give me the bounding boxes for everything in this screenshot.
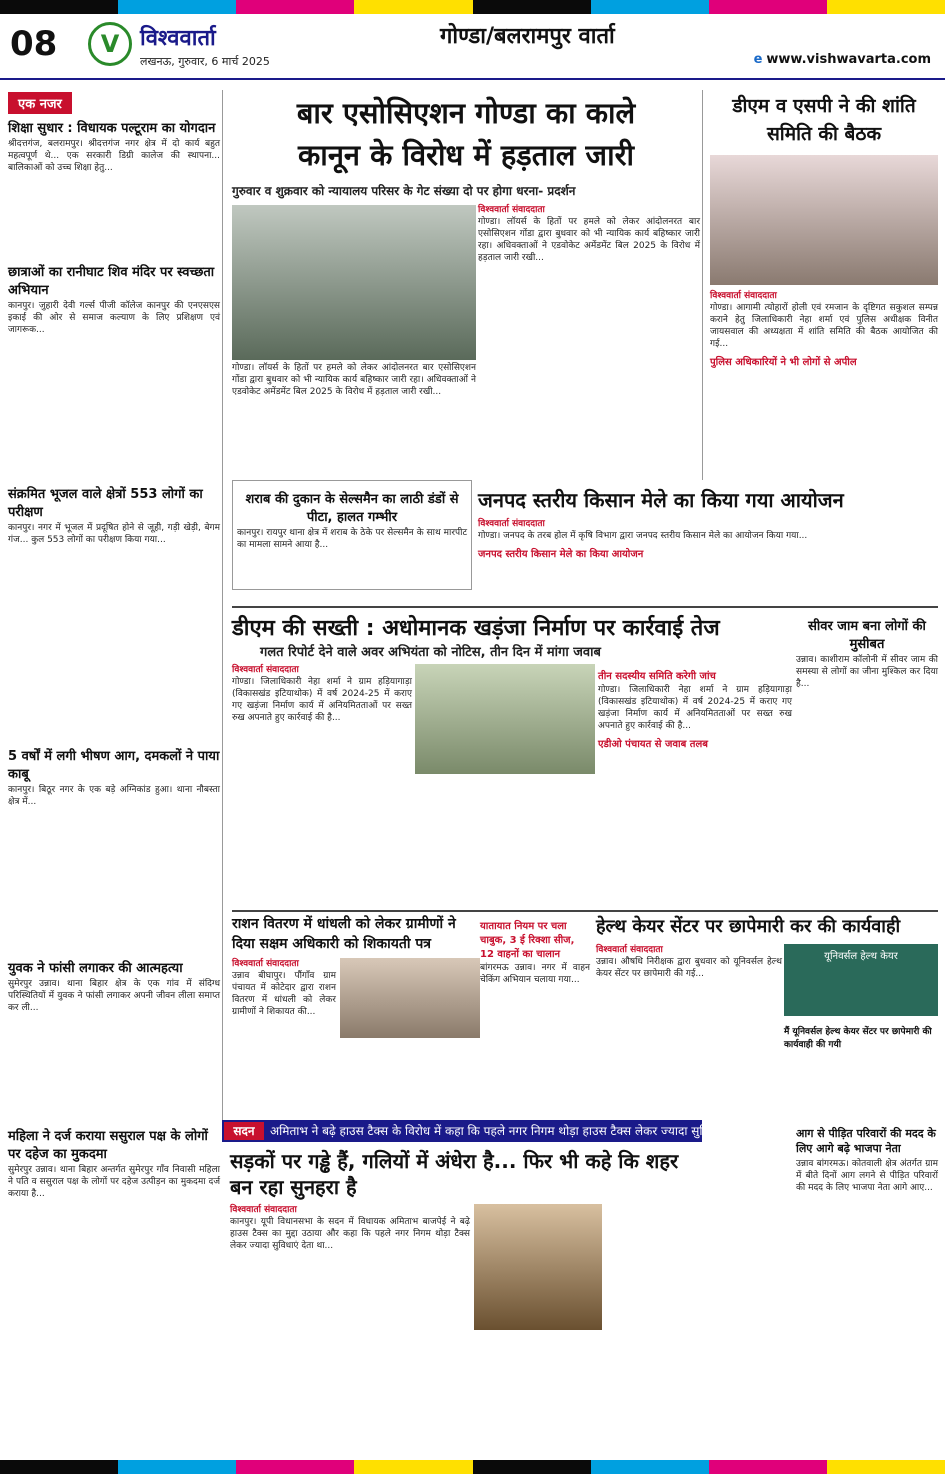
- meeting-photo: [710, 155, 938, 285]
- left-item-title: शिक्षा सुधार : विधायक पल्टूराम का योगदान: [8, 121, 216, 136]
- kisan-body: विश्ववार्ता संवाददाता गोण्डा। जनपद के तरब होल में कृषि विभाग द्वारा जनपद स्तरीय किसान मेले का आयोजन किया गया... जनपद स्तरीय किसान मेले का किया आयोजन: [478, 519, 808, 560]
- left-item-title: 5 वर्षों में लगी भीषण आग, दमकलों ने पाया काबू: [8, 749, 220, 782]
- left-item-body: कानपुर। नगर में भूजल में प्रदूषित होने से जूही, गड़ी खेड़ी, बेगम गंज... कुल 553 लोगों का परीक्षण किया गया...: [8, 523, 220, 545]
- dateline: लखनऊ, गुरुवार, 6 मार्च 2025: [140, 55, 270, 68]
- main-headline: बार एसोसिएशन गोण्डा का काले कानून के विरोध में हड़ताल जारी: [296, 96, 636, 172]
- sadan-headline: सड़कों पर गड्ढे हैं, गलियों में अंधेरा है... फिर भी कहे कि शहर बन रहा सुनहरा है: [230, 1149, 679, 1199]
- left-item-title: युवक ने फांसी लगाकर की आत्महत्या: [8, 961, 183, 976]
- left-item-body: कानपुर। जुहारी देवी गर्ल्स पीजी कॉलेज कानपुर की एनएसएस इकाई की ओर से समाज कल्याण के लिए प्रशिक्षण एवं जागरूक...: [8, 301, 220, 335]
- kharanja-photo: [415, 664, 595, 774]
- globe-icon: e: [753, 52, 763, 67]
- rashan-body: विश्ववार्ता संवाददाता उन्नाव बीघापुर। पौंगाँव ग्राम पंचायत में कोटेदार द्वारा राशन वितरण में धांधली को लेकर ग्रामीणों ने शिकायत की...: [232, 959, 336, 1017]
- ek-nazar-tag: एक नजर: [8, 92, 72, 114]
- left-item-title: छात्राओं का रानीघाट शिव मंदिर पर स्वच्छता अभियान: [8, 265, 215, 298]
- left-column: [8, 92, 220, 1110]
- main-story-body: विश्ववार्ता संवाददाता गोण्डा। लॉयर्स के हितों पर हमले को लेकर आंदोलनरत बार एसोसिएशन गोंडा द्वारा बुधवार को भी न्यायिक कार्य बहिष्कार जारी रहा। अधिवक्ताओं ने एडवोकेट अमेंडमेंट बिल 2025 के विरोध में हड़ताल जारी रखी...: [478, 205, 700, 263]
- kharanja-body: विश्ववार्ता संवाददाता गोण्डा। जिलाधिकारी नेहा शर्मा ने ग्राम हड़ियागाड़ा (विकासखंड इटियाथोक) में वर्ष 2024-25 में कराए गए खड़ंजा निर्माण कार्य में अनियमितताओं पर सख्त रुख अपनाते हुए कार्रवाई की है...: [232, 665, 412, 723]
- shanti-headline: डीएम व एसपी ने की शांति समिति की बैठक: [732, 95, 916, 145]
- sharab-story: शराब की दुकान के सेल्समैन का लाठी डंडों से पीटा, हालत गम्भीर कानपुर। रायपुर थाना क्षेत्र में शराब के ठेके पर सेल्समैन के साथ मारपीट का मामला सामने आया है...: [232, 480, 472, 590]
- rashan-headline: राशन वितरण में धांधली को लेकर ग्रामीणों ने दिया सक्षम अधिकारी को शिकायती पत्र: [232, 916, 456, 952]
- health-headline: हेल्थ केयर सेंटर पर छापेमारी कर की कार्यवाही: [596, 916, 901, 937]
- health-body: विश्ववार्ता संवाददाता उन्नाव। औषधि निरीक्षक द्वारा बुधवार को यूनिवर्सल हेल्थ केयर सेंटर पर छापेमारी की गई...: [596, 945, 782, 979]
- sadan-body: विश्ववार्ता संवाददाता कानपुर। यूपी विधानसभा के सदन में विधायक अमिताभ बाजपेई ने बढ़े हाउस टैक्स का मुद्दा उठाया और कहा कि पहले नगर निगम थोड़ा टैक्स लेकर ज्यादा सुविधाएं देता था...: [230, 1205, 470, 1251]
- health-caption: मैं यूनिवर्सल हेल्थ केयर सेंटर पर छापेमारी की कार्यवाही की गयी: [784, 1027, 932, 1050]
- bottom-right-story: आग से पीड़ित परिवारों की मदद के लिए आगे बढ़े भाजपा नेता उन्नाव बांगरमऊ। कोतवाली क्षेत्र अंतर्गत ग्राम में बीते दिनों आग लगने से पीड़ित परिवारों की मदद के लिए भाजपा नेता आगे आए...: [796, 1127, 938, 1193]
- health-photo: यूनिवर्सल हेल्थ केयर: [784, 944, 938, 1016]
- brand-name: विश्ववार्ता: [140, 26, 216, 51]
- rashan-photo: [340, 958, 480, 1038]
- sadan-photo: [474, 1204, 602, 1330]
- masthead: [0, 14, 945, 80]
- protest-photo-2: [232, 205, 476, 360]
- kharanja-headline: डीएम की सख्ती : अधोमानक खड़ंजा निर्माण पर कार्रवाई तेज: [232, 616, 720, 641]
- kisan-headline: जनपद स्तरीय किसान मेले का किया गया आयोजन: [478, 488, 844, 512]
- color-strip-bottom: [0, 1460, 945, 1474]
- left-item-body: सुमेरपुर उन्नाव। थाना बिहार क्षेत्र के एक गांव में संदिग्ध परिस्थितियों में युवक ने फांसी लगाकर अपनी जीवन लीला समाप्त कर ली...: [8, 979, 220, 1013]
- sadan-label: सदन: [224, 1122, 264, 1140]
- sadan-bar: अमिताभ ने बढ़े हाउस टैक्स के विरोध में कहा कि पहले नगर निगम थोड़ा हाउस टैक्स लेकर ज्यादा सुविधाएं देता था: [222, 1120, 702, 1142]
- bottom-left-story: महिला ने दर्ज कराया ससुराल पक्ष के लोगों पर दहेज का मुकदमा सुमेरपुर उन्नाव। थाना बिहार अन्तर्गत सुमेरपुर गाँव निवासी महिला ने पति व ससुराल पक्ष के लोगों पर दहेज उत्पीड़न का मुकदमा दर्ज कराया है...: [8, 1129, 220, 1199]
- main-subhead: गुरुवार व शुक्रवार को न्यायालय परिसर के गेट संख्या दो पर होगा धरना- प्रदर्शन: [232, 184, 576, 198]
- left-item-body: श्रीदत्तगंज, बलरामपुर। श्रीदत्तगंज नगर क्षेत्र में दो कार्य बहुत महत्वपूर्ण थे... एक सरकारी डिग्री कालेज की स्थापना... बालिकाओं को उच्च शिक्षा हेतु...: [8, 139, 220, 173]
- page-number: 08: [10, 24, 58, 64]
- kharanja-body-2: तीन सदस्यीय समिति करेगी जांच गोण्डा। जिलाधिकारी नेहा शर्मा ने ग्राम हड़ियागाड़ा (विकासखंड इटियाथोक) में वर्ष 2024-25 में कराए गए खड़ंजा निर्माण कार्य में अनियमितताओं पर सख्त रुख अपनाते हुए कार्रवाई की है... एडीओ पंचायत से जवाब तलब: [598, 671, 792, 750]
- left-item-body: कानपुर। बिठूर नगर के एक बड़े अग्निकांड हुआ। थाना नौबस्ता क्षेत्र में...: [8, 785, 220, 807]
- shanti-body: विश्ववार्ता संवाददाता गोण्डा। आगामी त्योहारों होली एवं रमजान के दृष्टिगत सकुशल सम्पन्न कराने हेतु जिलाधिकारी नेहा शर्मा एवं पुलिस अधीक्षक विनीत जायसवाल की अध्यक्षता में शांति समिति की बैठक आयोजित की गई... पुलिस अधिकारियों ने भी लोगों से अपील: [710, 291, 938, 368]
- website-link[interactable]: e www.vishwavarta.com: [753, 52, 931, 67]
- color-strip-top: [0, 0, 945, 14]
- section-title: गोण्डा/बलरामपुर वार्ता: [440, 24, 615, 49]
- kharanja-subhead: गलत रिपोर्ट देने वाले अवर अभियंता को नोटिस, तीन दिन में मांगा जवाब: [260, 645, 601, 660]
- left-item-title: संक्रमित भूजल वाले क्षेत्रों 553 लोगों का परीक्षण: [8, 487, 203, 520]
- main-story-body-lower: गोण्डा। लॉयर्स के हितों पर हमले को लेकर आंदोलनरत बार एसोसिएशन गोंडा द्वारा बुधवार को भी न्यायिक कार्य बहिष्कार जारी रहा। अधिवक्ताओं ने एडवोकेट अमेंडमेंट बिल 2025 के विरोध में हड़ताल जारी रखी...: [232, 363, 476, 397]
- vishwavarta-logo: V: [88, 22, 132, 66]
- yatayat-story: यातायात नियम पर चला चाबुक, 3 ई रिक्शा सीज, 12 वाहनों का चालान बांगरमऊ उन्नाव। नगर में वाहन चेकिंग अभियान चलाया गया...: [480, 921, 590, 985]
- seever-story: सीवर जाम बना लोगों की मुसीबत उन्नाव। काशीराम कॉलोनी में सीवर जाम की समस्या से लोगों का जीना मुश्किल कर दिया है...: [796, 619, 938, 689]
